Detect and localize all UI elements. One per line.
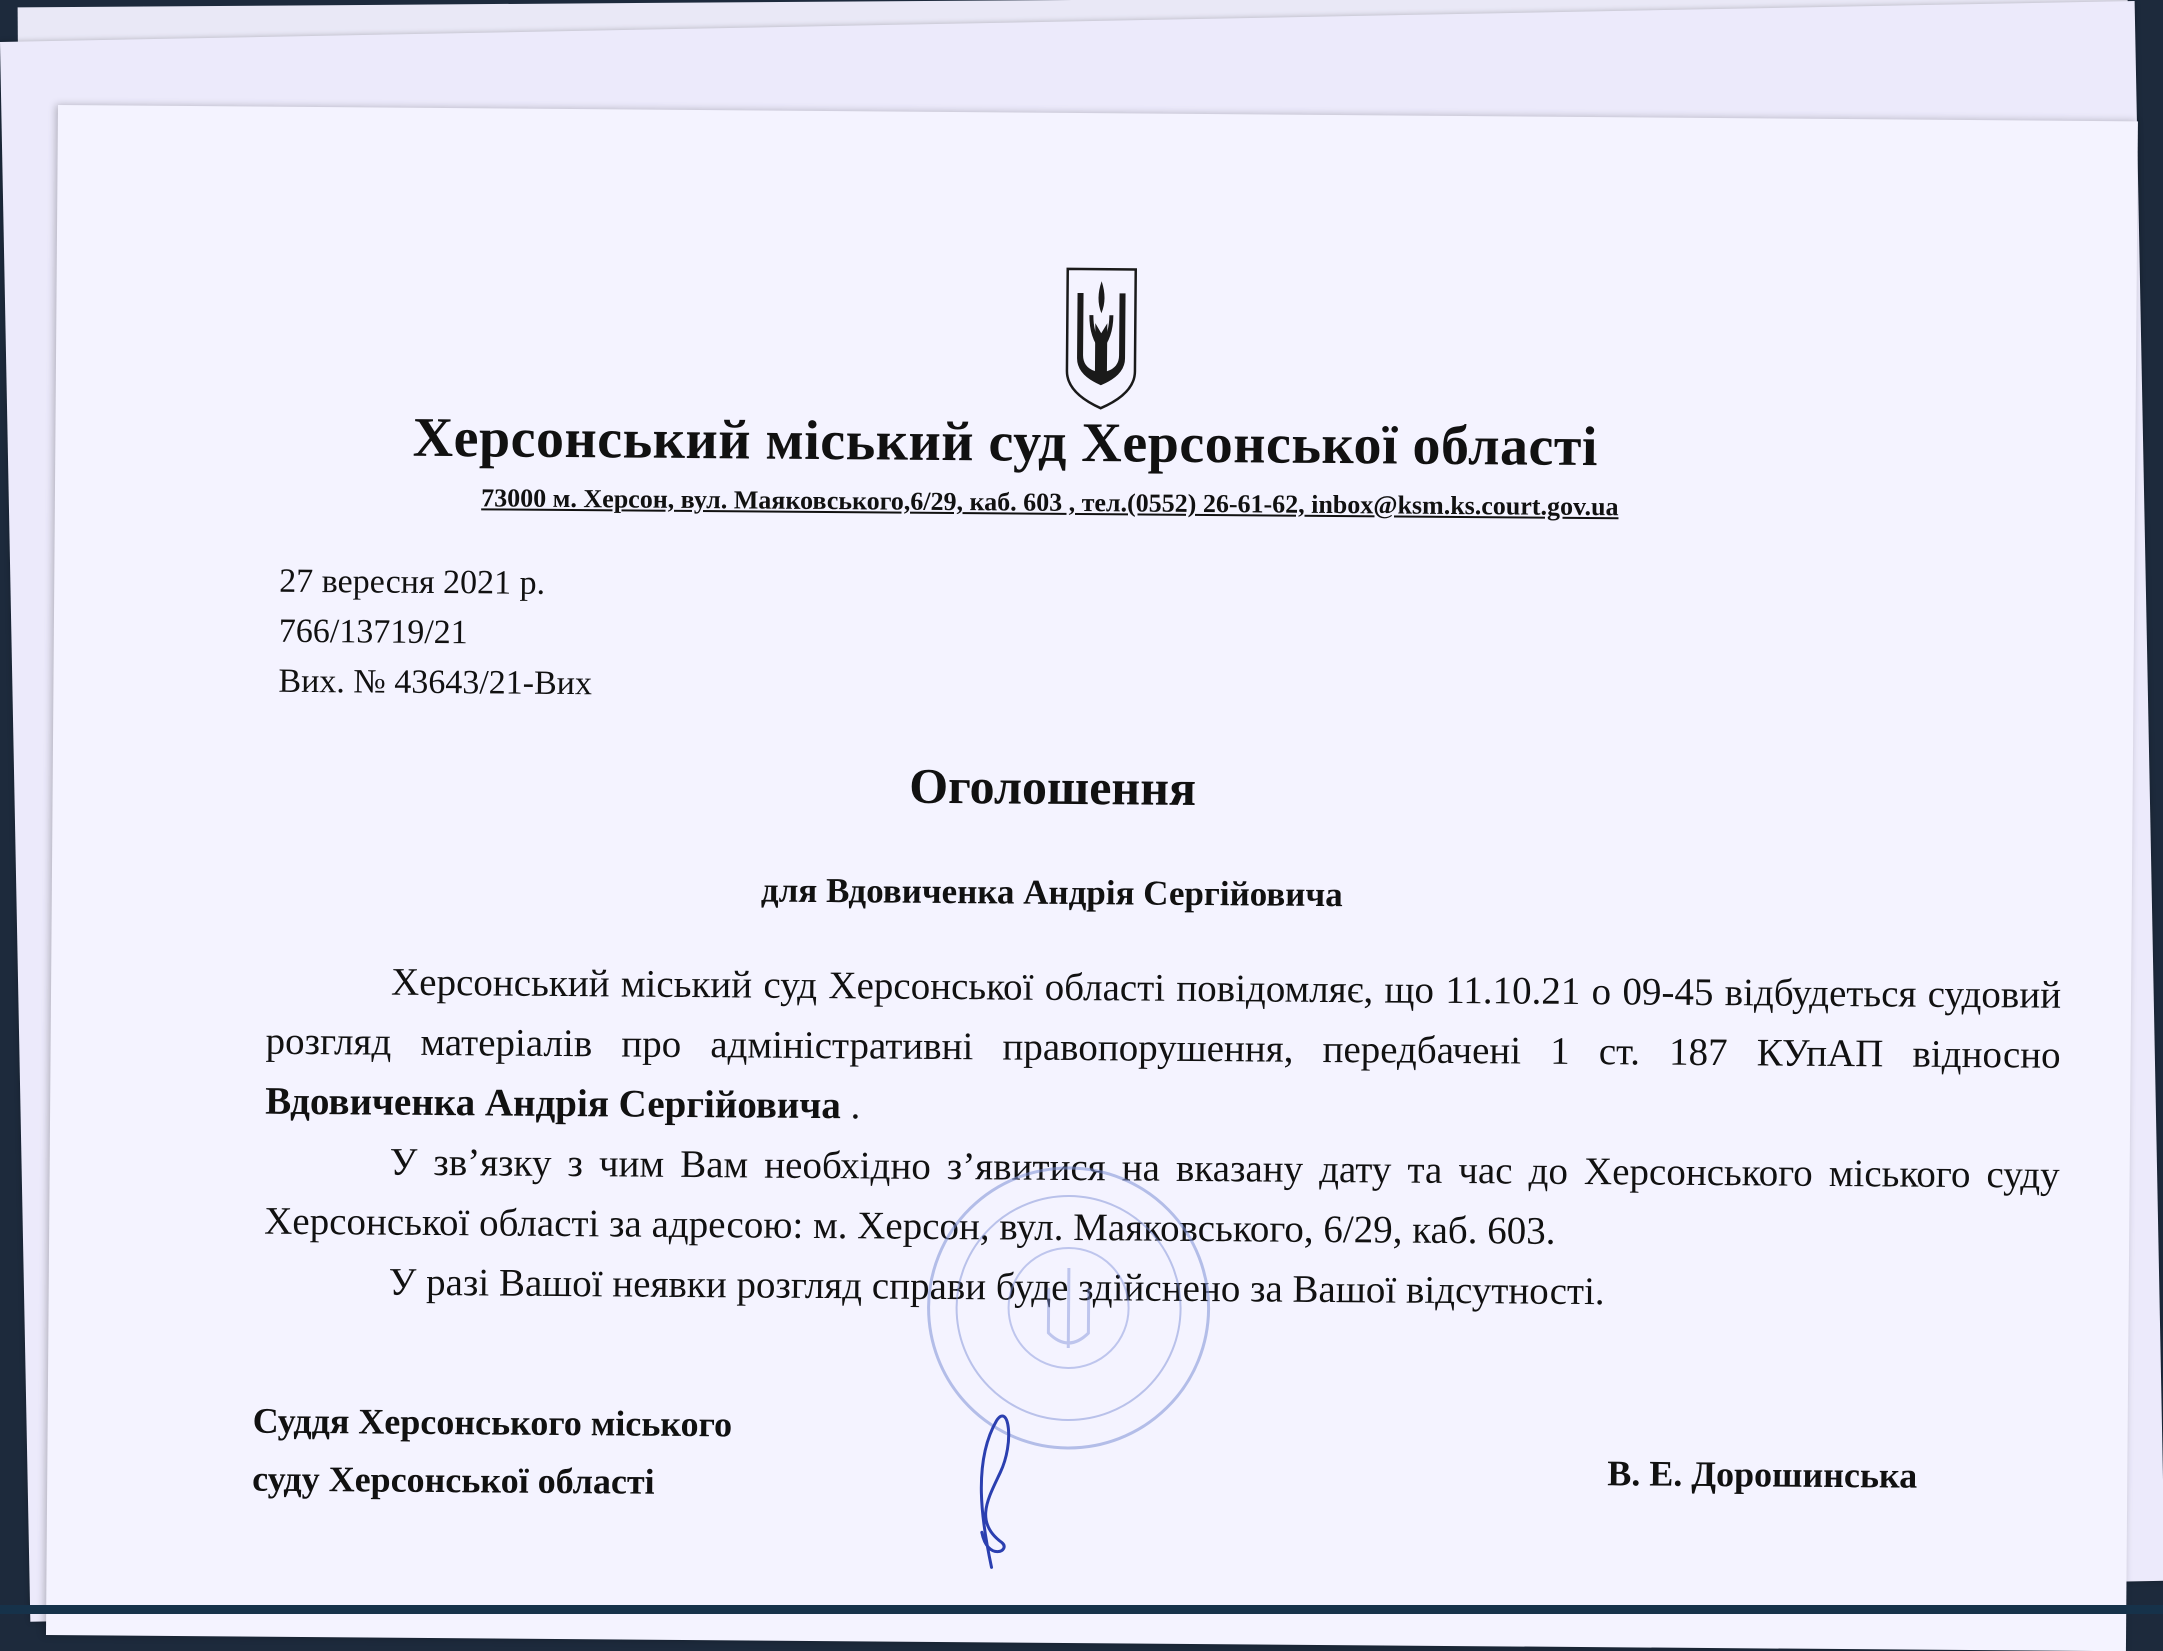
ukraine-trident-icon bbox=[1061, 263, 1142, 414]
person-name: Вдовиченка Андрія Сергійовича bbox=[265, 1079, 842, 1128]
signature-position bbox=[252, 1392, 732, 1512]
court-name: Херсонський міський суд Херсонської області bbox=[412, 406, 1599, 479]
judge-name: В. Е. Дорошинська bbox=[1607, 1453, 1918, 1496]
document-date: 27 вересня 2021 р. bbox=[279, 562, 546, 602]
court-address: 73000 м. Херсон, вул. Маяковського,6/29, каб. 603 , тел.(0552) 26-61-62, inbox@ksm.ks.court.gov.ua bbox=[481, 483, 1619, 522]
bottom-edge bbox=[0, 1605, 2163, 1614]
paragraph-hearing: Херсонський міський суд Херсонської області повідомляє, що 11.10.21 о 09-45 відбудеться судовий розгляд матеріалів про адміністративні правопорушення, передбачені 1 ст. 187 КУпАП відносно Вдовиченка Андрія Сергійовича . bbox=[265, 960, 2062, 1128]
paragraph-absence: У разі Вашої неявки розгляд справи буде здійснено за Вашої відсутності. bbox=[388, 1260, 1605, 1314]
notice-title: Оголошення bbox=[909, 757, 1197, 816]
handwritten-signature-icon bbox=[952, 1402, 1033, 1573]
position-line-1: Суддя Херсонського міського bbox=[252, 1400, 733, 1445]
position-line-2: суду Херсонської області bbox=[252, 1458, 655, 1502]
outgoing-number: Вих. № 43643/21-Вих bbox=[278, 662, 593, 703]
court-notice-page bbox=[46, 105, 2138, 1651]
paragraph-appearance: У зв’язку з чим Вам необхідно з’явитися на вказану дату та час до Херсонського міського суду Херсонської області за адресою: м. Херсон, вул. Маяковського, 6/29, каб. 603. bbox=[264, 1140, 2060, 1253]
notice-recipient: для Вдовиченка Андрія Сергійовича bbox=[760, 870, 1343, 915]
case-number: 766/13719/21 bbox=[278, 612, 468, 652]
document-meta bbox=[278, 557, 593, 709]
